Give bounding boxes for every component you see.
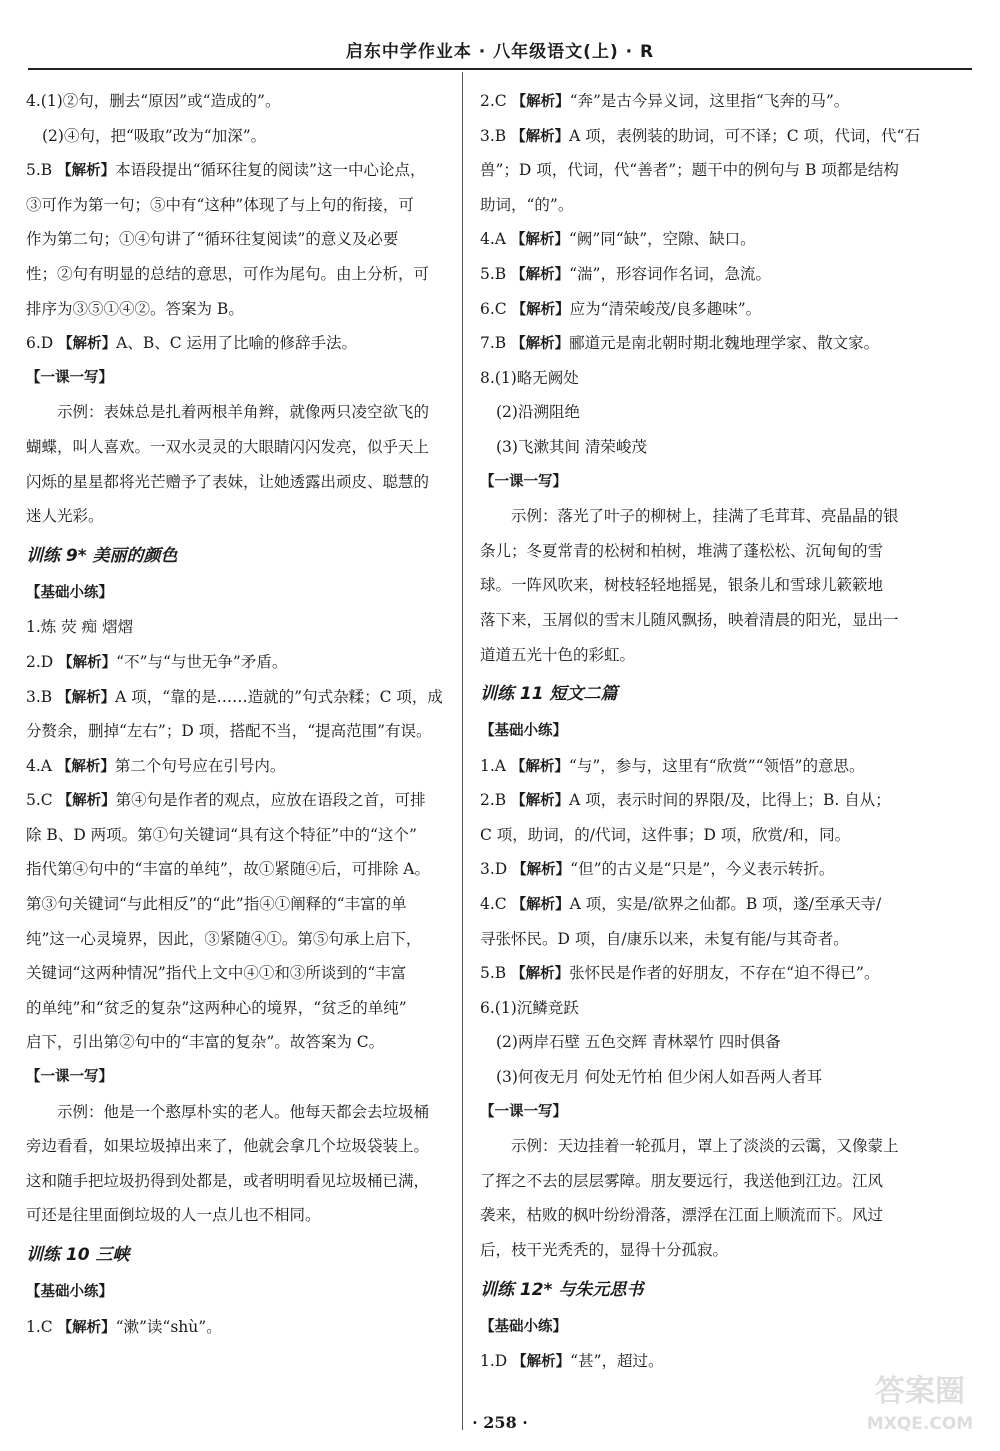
answer-line [480,887,923,922]
text-line: 8.(1)略无阙处 [480,368,579,387]
answer-text: “奔”是古今异义词，这里指“飞奔的马”。 [569,92,850,110]
text-line: ③可作为第一句；⑤中有“这种”体现了与上句的衔接，可 [26,195,414,214]
text-line: C 项，助词，的/代词，这件事；D 项，欣赏/和，同。 [480,825,851,844]
text-line: 4.(1)②句，删去“原因”或“造成的”。 [26,92,281,110]
section-heading: 【一课一写】 [26,369,113,386]
text-line: 落下来，玉屑似的雪末儿随风飘扬，映着清晨的阳光，显出一 [480,610,899,629]
answer-number: 4.A [480,230,511,249]
answer-text: 本语段提出“循环往复的阅读”这一中心论点， [115,161,426,180]
page-number: · 258 · [472,1413,528,1432]
analysis-label: 【解析】 [512,1354,571,1371]
answer-number: 2.C [480,92,512,110]
answer-text: “但”的古义是“只是”，今义表示转折。 [570,860,835,879]
section-heading: 【一课一写】 [480,1103,567,1120]
answer-line [26,1310,469,1345]
analysis-label: 【解析】 [510,232,569,249]
answer-line [480,1344,923,1379]
answer-number: 2.D [26,652,59,671]
analysis-label: 【解析】 [58,336,117,353]
answer-number: 7.B [480,334,512,353]
answer-line [480,749,923,784]
header-title: 启东中学作业本 · 八年级语文(上) · R [345,42,655,62]
text-line: 球。一阵风吹来，树枝轻轻地摇晃，银条儿和雪球儿簌簌地 [480,576,884,595]
running-header [28,22,972,70]
answer-text: “与”，参与，这里有“欣赏”“领悟”的意思。 [568,756,865,775]
watermark-logo [864,1363,976,1437]
lesson-title: 训练 11 短文二篇 [480,684,618,705]
text-line: 排序为③⑤①④②。答案为 B。 [26,299,244,318]
analysis-label: 【解析】 [511,94,570,110]
answer-number: 6.C [480,299,512,318]
answer-line [480,119,923,154]
analysis-label: 【解析】 [56,758,115,775]
sub-answer-line: (2)沿溯阻绝 [496,403,580,422]
answer-number: 4.A [26,756,57,775]
analysis-label: 【解析】 [510,758,569,775]
answer-text: A 项，表例装的助词，可不译；C 项，代词，代“石 [569,126,920,145]
answer-text: A 项，“靠的是……造就的”句式杂糅；C 项，成 [115,687,443,706]
sub-answer-line: (3)何夜无月 何处无竹柏 但少闲人如吾两人者耳 [496,1068,823,1087]
answer-text: 第④句是作者的观点，应放在语段之首，可排 [115,791,426,810]
text-line: 除 B、D 两项。第①句关键词“具有这个特征”中的“这个” [26,825,417,844]
answer-line [26,749,469,784]
answer-number: 5.B [480,964,512,983]
section-heading: 【一课一写】 [480,473,567,490]
answer-line [26,645,469,680]
answer-text: A 项，表示时间的界限/及，比得上；B. 自从； [569,791,891,810]
section-heading: 【基础小练】 [480,723,567,740]
answer-text: 应为“清荣峻茂/良多趣味”。 [569,299,762,318]
text-line: 袭来，枯败的枫叶纷纷滑落，漂浮在江面上顺流而下。风过 [480,1206,884,1225]
answer-text: “湍”，形容词作名词，急流。 [569,264,771,283]
text-line: 助词，“的”。 [480,195,574,214]
sub-answer-line: (2)④句，把“吸取”改为“加深”。 [42,126,267,145]
text-line: 旁边看看，如果垃圾掉出来了，他就会拿几个垃圾袋装上。 [26,1137,430,1156]
text-line: 可还是往里面倒垃圾的人一点儿也不相同。 [26,1206,321,1225]
answer-text: “漱”读“shù”。 [115,1317,222,1336]
text-line: 性；②句有明显的总结的意思，可作为尾句。由上分析，可 [26,264,430,283]
analysis-label: 【解析】 [511,266,570,283]
analysis-label: 【解析】 [511,301,570,318]
answer-line [480,222,923,257]
text-line: 6.(1)沉鳞竞跃 [480,998,579,1017]
lesson-title: 训练 10 三峡 [26,1245,130,1265]
section-heading: 【基础小练】 [26,584,113,601]
text-line: 指代第④句中的“丰富的单纯”，故①紧随④后，可排除 A。 [26,860,430,879]
paragraph-start: 示例：落光了叶子的柳树上，挂满了毛茸茸、亮晶晶的银 [511,507,899,526]
section-heading: 【基础小练】 [480,1318,567,1335]
answer-text: A 项，实是/欲界之仙都。B 项，遂/至承天寺/ [569,895,882,914]
right-column [480,84,923,1424]
answer-number: 3.B [480,126,512,145]
text-line: 道道五光十色的彩虹。 [480,645,636,664]
analysis-label: 【解析】 [511,793,570,810]
watermark-text-bottom: MXQE.COM [866,1414,974,1434]
paragraph-start: 示例：天边挂着一轮孤月，罩上了淡淡的云霭，又像蒙上 [511,1137,899,1156]
answer-line [480,783,923,818]
text-line: 1.炼 荧 痴 熠熠 [26,618,134,637]
paragraph-start: 示例：他是一个憨厚朴实的老人。他每天都会去垃圾桶 [57,1102,430,1121]
text-line: 蝴蝶，叫人喜欢。一双水灵灵的大眼睛闪闪发亮，似乎天上 [26,437,430,456]
answer-number: 5.B [26,161,58,180]
answer-line [480,257,923,292]
answer-number: 3.D [480,860,513,879]
analysis-label: 【解析】 [57,793,116,810]
answer-line [480,84,923,119]
text-line: 条儿；冬夏常青的松树和柏树，堆满了蓬松松、沉甸甸的雪 [480,541,884,560]
text-line: 启下，引出第②句中的“丰富的复杂”。故答案为 C。 [26,1033,385,1052]
answer-text: 郦道元是南北朝时期北魏地理学家、散文家。 [569,334,880,353]
sub-answer-line: (2)两岸石壁 五色交辉 青林翠竹 四时俱备 [496,1033,781,1052]
text-line: 后，枝干光秃秃的，显得十分孤寂。 [480,1241,729,1259]
answer-number: 5.B [480,264,512,283]
answer-text: “甚”，超过。 [570,1352,664,1371]
answer-text: “不”与“与世无争”矛盾。 [116,652,288,671]
answer-text: 第二个句号应在引号内。 [114,756,286,775]
text-line: 闪烁的星星都将光芒赠予了表妹，让她透露出顽皮、聪慧的 [26,472,430,491]
answer-text: A、B、C 运用了比喻的修辞手法。 [116,334,358,353]
analysis-label: 【解析】 [511,966,570,983]
answer-line [26,326,469,361]
analysis-label: 【解析】 [512,862,571,879]
answer-line [480,852,923,887]
analysis-label: 【解析】 [57,163,116,180]
analysis-label: 【解析】 [57,689,116,706]
section-heading: 【一课一写】 [26,1069,113,1086]
answer-line [26,783,469,818]
text-line: 寻张怀民。D 项，自/康乐以来，未复有能/与其奇者。 [480,929,849,948]
text-line: 兽”；D 项，代词，代“善者”；题干中的例句与 B 项都是结构 [480,161,899,180]
text-line: 第③句关键词“与此相反”的“此”指④①阐释的“丰富的单 [26,895,407,914]
analysis-label: 【解析】 [511,897,570,914]
answer-number: 4.C [480,895,512,914]
text-line: 作为第二句；①④句讲了“循环往复阅读”的意义及必要 [26,230,399,249]
lesson-title: 训练 12* 与朱元思书 [480,1279,644,1300]
left-column [26,84,469,1424]
text-line: 纯”这一心灵境界，因此，③紧随④①。第⑤句承上启下， [26,929,422,948]
answer-number: 1.D [480,1352,513,1371]
sub-answer-line: (3)飞漱其间 清荣峻茂 [496,437,647,456]
answer-line [480,292,923,327]
answer-line [26,153,469,188]
text-line: 关键词“这两种情况”指代上文中④①和③所谈到的“丰富 [26,964,407,983]
answer-number: 2.B [480,791,512,810]
paragraph-start: 示例：表妹总是扎着两根羊角辫，就像两只凌空欲飞的 [57,403,430,422]
answer-number: 5.C [26,791,58,810]
text-line: 了挥之不去的层层雾障。朋友要远行，我送他到江边。江风 [480,1171,884,1190]
section-heading: 【基础小练】 [26,1284,113,1300]
text-line: 分赘余，删掉“左右”；D 项，搭配不当，“提高范围”有误。 [26,722,432,741]
analysis-label: 【解析】 [57,1319,116,1336]
answer-number: 1.A [480,756,511,775]
answer-number: 3.B [26,687,58,706]
analysis-label: 【解析】 [58,654,117,671]
answer-text: “阙”同“缺”，空隙、缺口。 [568,230,756,249]
text-line: 迷人光彩。 [26,507,104,526]
answer-line [26,680,469,715]
text-line: 这和随手把垃圾扔得到处都是，或者明明看见垃圾桶已满， [26,1171,430,1190]
analysis-label: 【解析】 [511,128,570,145]
answer-number: 6.D [26,334,59,353]
analysis-label: 【解析】 [511,336,570,353]
lesson-title: 训练 9* 美丽的颜色 [26,545,178,566]
answer-number: 1.C [26,1317,58,1336]
text-line: 的单纯”和“贫乏的复杂”这两种心的境界，“贫乏的单纯” [26,998,407,1017]
answer-line [480,326,923,361]
answer-line [480,956,923,991]
answer-text: 张怀民是作者的好朋友，不存在“迫不得已”。 [569,964,880,983]
watermark-text-top: 答案圈 [875,1374,965,1409]
